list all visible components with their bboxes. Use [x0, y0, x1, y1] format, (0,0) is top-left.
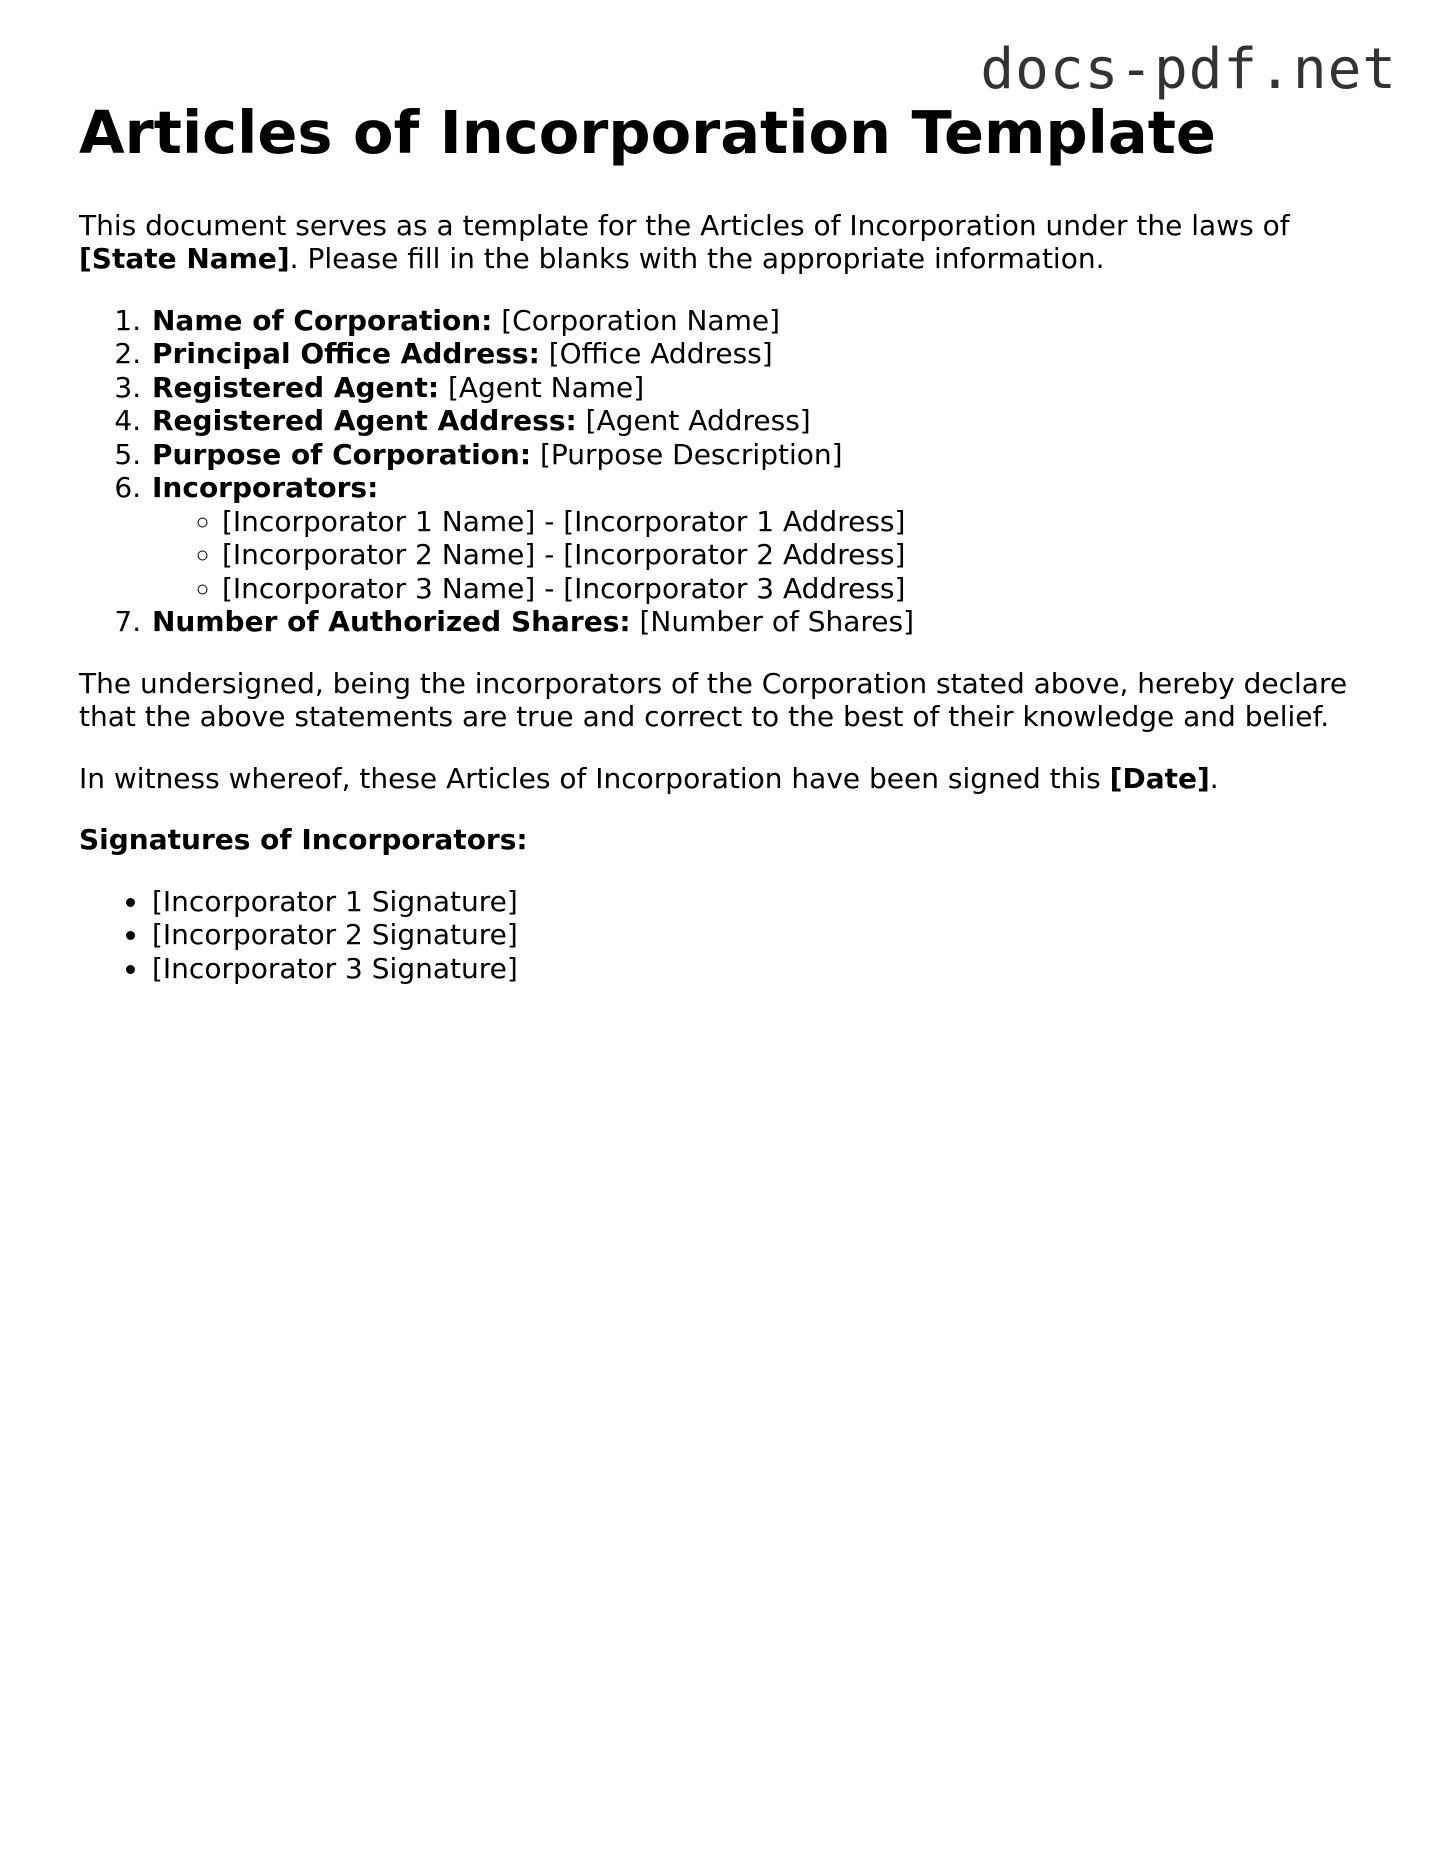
signature-item: • [Incorporator 1 Signature] — [150, 885, 1369, 919]
list-item-authorized-shares — [150, 605, 1369, 639]
watermark: docs-pdf.net — [980, 37, 1397, 102]
witness-paragraph — [79, 762, 1369, 796]
field-label: Registered Agent Address: — [152, 404, 577, 438]
list-item-registered-agent-address — [150, 404, 1369, 438]
field-label: Principal Office Address: — [152, 337, 540, 371]
intro-text-after: . Please fill in the blanks with the appropriate information. — [289, 242, 1105, 276]
incorporator-item: ◦ [Incorporator 2 Name] - [Incorporator 2 Address] — [222, 538, 1369, 572]
field-value: [Corporation Name] — [492, 303, 780, 337]
declaration-paragraph: The undersigned, being the incorporators of the Corporation stated above, hereby declare that the above statements are true and correct to the best of their knowledge and belief. — [79, 666, 1348, 734]
witness-text-before: In witness whereof, these Articles of Incorporation have been signed this — [79, 761, 1110, 795]
field-label: Registered Agent: — [152, 370, 440, 404]
field-label: Purpose of Corporation: — [152, 437, 532, 471]
field-value: [Office Address] — [539, 337, 773, 371]
list-item-name-of-corporation — [150, 304, 1369, 338]
field-value: [Purpose Description] — [531, 437, 843, 471]
document-page — [79, 98, 1369, 985]
intro-text-before: This document serves as a template for the Articles of Incorporation under the laws of — [79, 208, 1290, 242]
signature-item: • [Incorporator 3 Signature] — [150, 952, 1369, 986]
signature-item: • [Incorporator 2 Signature] — [150, 918, 1369, 952]
witness-text-after: . — [1209, 761, 1219, 795]
field-label: Number of Authorized Shares: — [152, 605, 631, 639]
state-name-placeholder: [State Name] — [79, 242, 290, 276]
signatures-list — [79, 885, 1369, 986]
list-item-registered-agent — [150, 371, 1369, 405]
document-title: Articles of Incorporation Template — [79, 98, 1216, 167]
list-item-incorporators — [150, 471, 1369, 605]
signatures-heading: Signatures of Incorporators: — [79, 823, 528, 857]
date-placeholder: [Date] — [1109, 761, 1210, 795]
field-label: Name of Corporation: — [152, 303, 493, 337]
field-value: [Agent Address] — [576, 404, 811, 438]
list-item-purpose — [150, 438, 1369, 472]
field-value: [Number of Shares] — [630, 605, 915, 639]
articles-list — [79, 304, 1369, 639]
incorporator-item: ◦ [Incorporator 1 Name] - [Incorporator 1 Address] — [222, 505, 1369, 539]
incorporators-list — [152, 505, 1369, 606]
field-value: [Agent Name] — [439, 370, 645, 404]
list-item-principal-office — [150, 337, 1369, 371]
incorporator-item: ◦ [Incorporator 3 Name] - [Incorporator 3 Address] — [222, 572, 1369, 606]
intro-paragraph — [79, 209, 1369, 276]
field-label: Incorporators: — [152, 471, 379, 505]
